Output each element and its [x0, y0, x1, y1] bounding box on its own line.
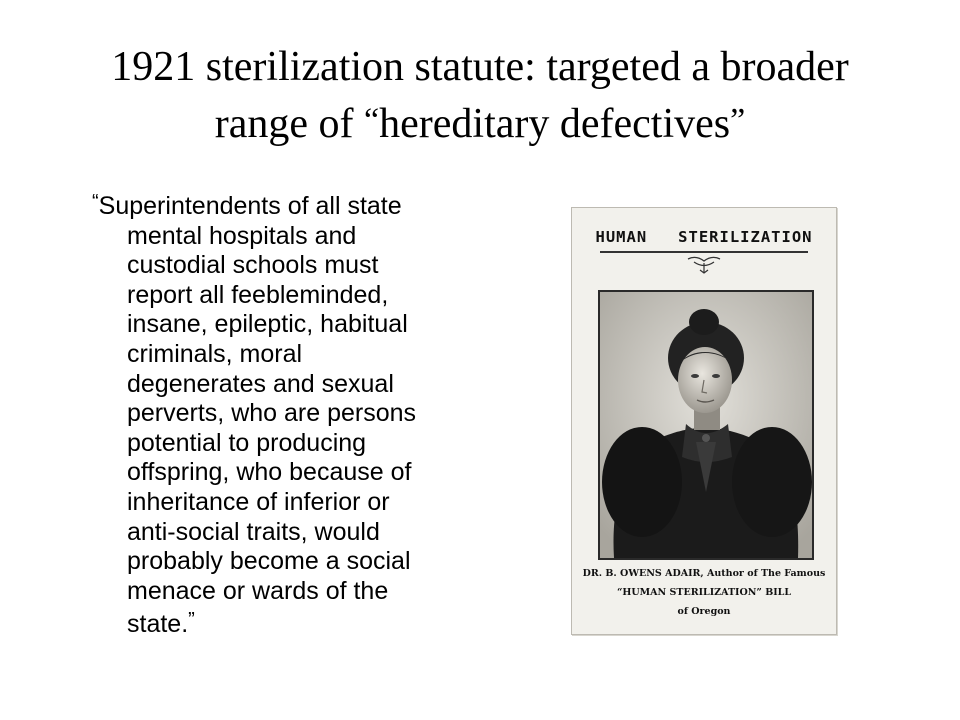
quote-line: [92, 606, 512, 640]
pamphlet-heading: HUMAN STERILIZATION: [595, 228, 813, 246]
title-quoted-phrase: hereditary defectives: [379, 101, 731, 147]
quote-line: perverts, who are persons: [127, 399, 417, 428]
quote-line: inheritance of inferior or: [127, 487, 390, 516]
quote-line: custodial schools must: [127, 251, 379, 280]
quote-close-mark: ”: [188, 609, 195, 632]
quote-line-text: Superintendents of all state: [98, 192, 402, 220]
quote-line: [92, 188, 512, 222]
title-line-2-prefix: range of: [214, 101, 365, 147]
quote-line: probably become a social: [127, 547, 411, 576]
quote-line: mental hospitals and: [127, 221, 357, 250]
quote-line: report all feebleminded,: [127, 280, 389, 309]
quote-line: anti-social traits, would: [127, 517, 380, 546]
portrait-photo: [598, 290, 814, 560]
title-open-quote: “: [364, 102, 380, 139]
quote-line-text: state.: [127, 610, 189, 639]
title-line-1: 1921 sterilization statute: targeted a broader: [111, 44, 849, 90]
pamphlet-image: [571, 207, 837, 635]
quote-line: degenerates and sexual: [127, 369, 394, 398]
quote-line: menace or wards of the: [127, 576, 389, 605]
portrait-photo-icon: [600, 292, 812, 558]
slide-title: [40, 40, 920, 151]
quote-line: potential to producing: [127, 428, 367, 457]
quote-line: criminals, moral: [127, 339, 303, 368]
ornament-icon: [684, 253, 724, 275]
quote-line: offspring, who because of: [127, 458, 412, 487]
caption-line-3: of Oregon: [677, 606, 731, 617]
statute-quote: [92, 188, 512, 640]
title-close-quote: ”: [730, 102, 746, 139]
quote-open-mark: “: [92, 191, 99, 213]
title-line-2: [215, 101, 745, 147]
caption-line-2: “HUMAN STERILIZATION” BILL: [616, 587, 792, 598]
caption-line-1: DR. B. OWENS ADAIR, Author of The Famous: [582, 568, 826, 579]
quote-line: insane, epileptic, habitual: [127, 310, 408, 339]
